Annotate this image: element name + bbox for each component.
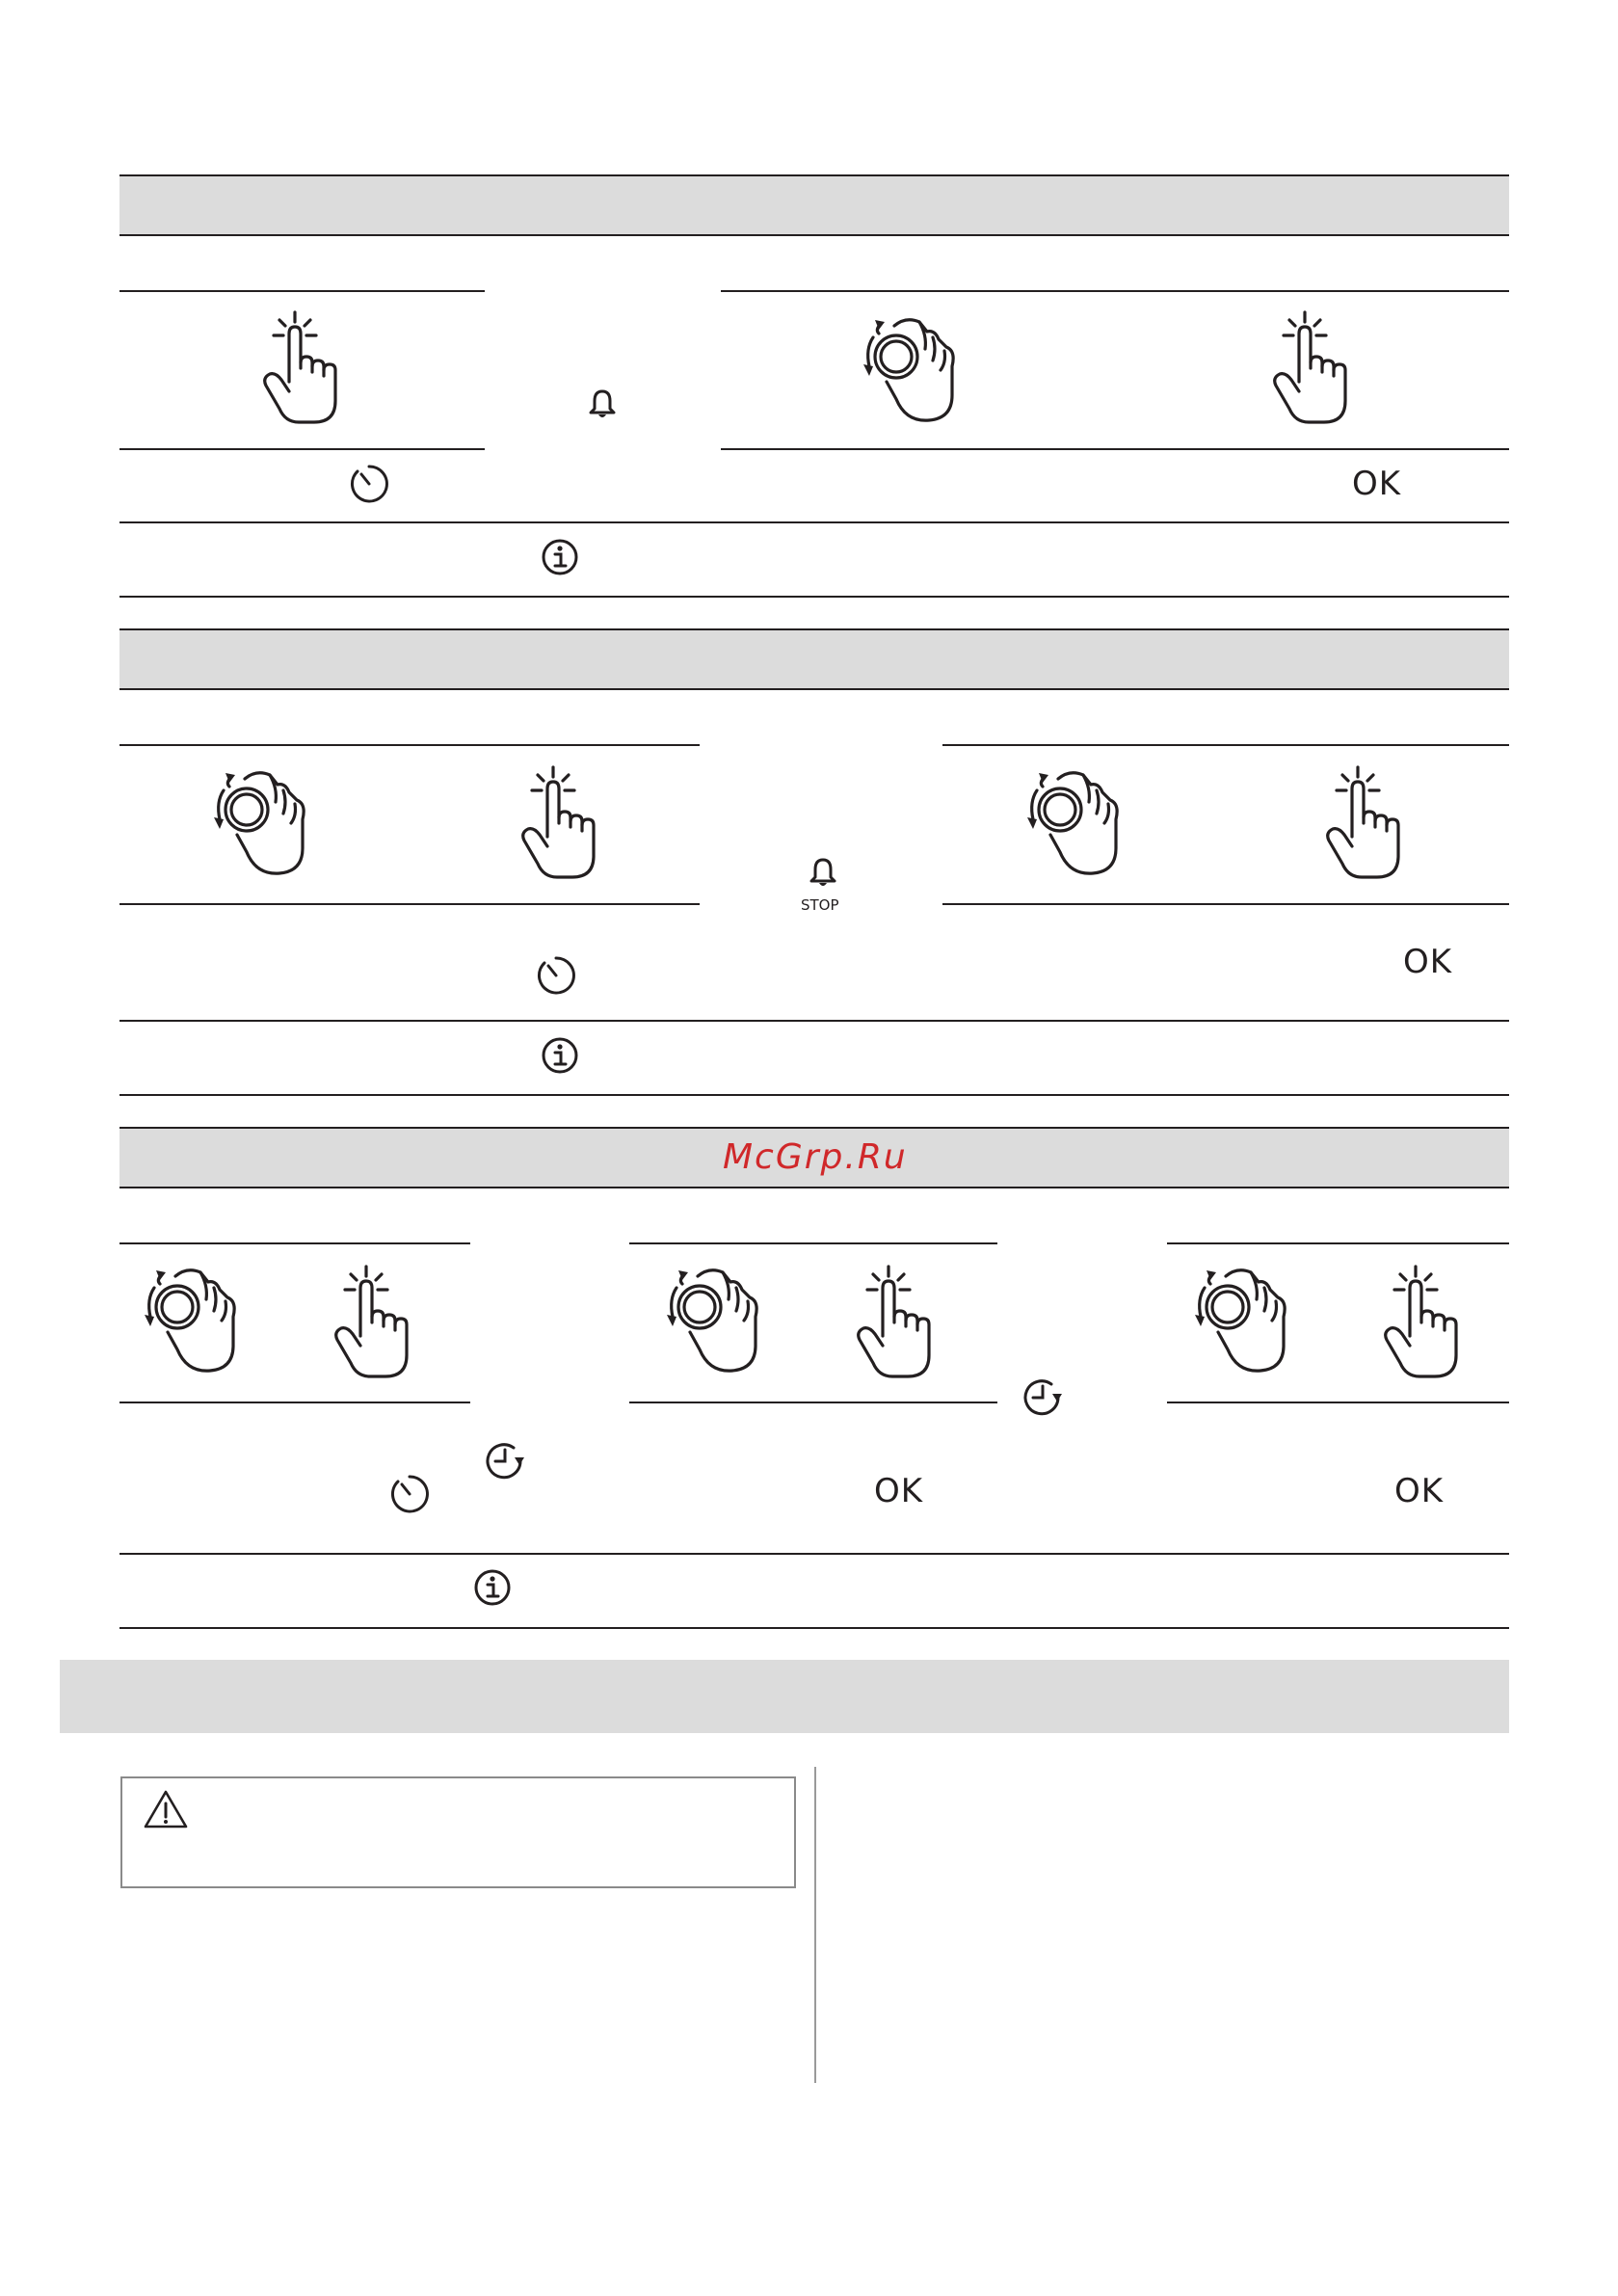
column-divider — [814, 1767, 816, 2083]
section-4-header-band — [60, 1660, 1509, 1733]
s3-step-top-3 — [1167, 1242, 1509, 1244]
s3-step-top-2 — [629, 1242, 997, 1244]
s3-divider — [119, 1553, 1509, 1555]
s1-step-bottom-right — [721, 448, 1509, 450]
tap-hand-icon — [1381, 1263, 1458, 1380]
s3-step-bottom-2 — [629, 1402, 997, 1403]
s1-end — [119, 596, 1509, 598]
s1-divider — [119, 521, 1509, 523]
tap-hand-icon — [518, 763, 596, 881]
section-2-header-band — [119, 628, 1509, 690]
tap-hand-icon — [1323, 763, 1400, 881]
ok-label: OK — [1394, 1472, 1445, 1510]
ok-label: OK — [1403, 943, 1453, 981]
s2-divider — [119, 1020, 1509, 1022]
s2-step-bottom-left — [119, 903, 700, 905]
s1-step-bottom-left — [119, 448, 485, 450]
info-icon — [541, 538, 579, 576]
ok-label: OK — [1352, 465, 1402, 503]
s1-step-top-left — [119, 290, 485, 292]
stop-label: STOP — [801, 896, 839, 914]
delayed-start-icon — [488, 1442, 526, 1481]
tap-hand-icon — [854, 1263, 931, 1380]
s1-step-top-right — [721, 290, 1509, 292]
s3-step-bottom-1 — [119, 1402, 470, 1403]
delayed-start-icon — [1025, 1378, 1064, 1417]
rotate-knob-hand-icon — [1023, 760, 1124, 879]
section-1-header-band — [119, 174, 1509, 236]
warning-icon — [143, 1789, 189, 1829]
timer-icon — [537, 956, 575, 995]
timer-icon — [350, 465, 388, 503]
s3-step-top-1 — [119, 1242, 470, 1244]
warning-box — [120, 1776, 796, 1888]
bell-stop-icon — [806, 856, 840, 891]
s3-end — [119, 1627, 1509, 1629]
tap-hand-icon — [1270, 308, 1347, 426]
s2-step-top-left — [119, 744, 700, 746]
watermark: McGrp.Ru — [723, 1137, 908, 1177]
s2-step-bottom-right — [942, 903, 1509, 905]
ok-label: OK — [874, 1472, 924, 1510]
s2-step-top-right — [942, 744, 1509, 746]
tap-hand-icon — [332, 1263, 409, 1380]
tap-hand-icon — [260, 308, 337, 426]
rotate-knob-hand-icon — [663, 1257, 763, 1376]
s2-end — [119, 1094, 1509, 1096]
bell-icon — [585, 387, 620, 422]
rotate-knob-hand-icon — [860, 307, 960, 426]
info-icon — [541, 1036, 579, 1075]
rotate-knob-hand-icon — [141, 1257, 241, 1376]
rotate-knob-hand-icon — [1191, 1257, 1291, 1376]
timer-icon — [390, 1475, 429, 1513]
s3-step-bottom-3 — [1167, 1402, 1509, 1403]
info-icon — [473, 1568, 512, 1607]
rotate-knob-hand-icon — [210, 760, 310, 879]
